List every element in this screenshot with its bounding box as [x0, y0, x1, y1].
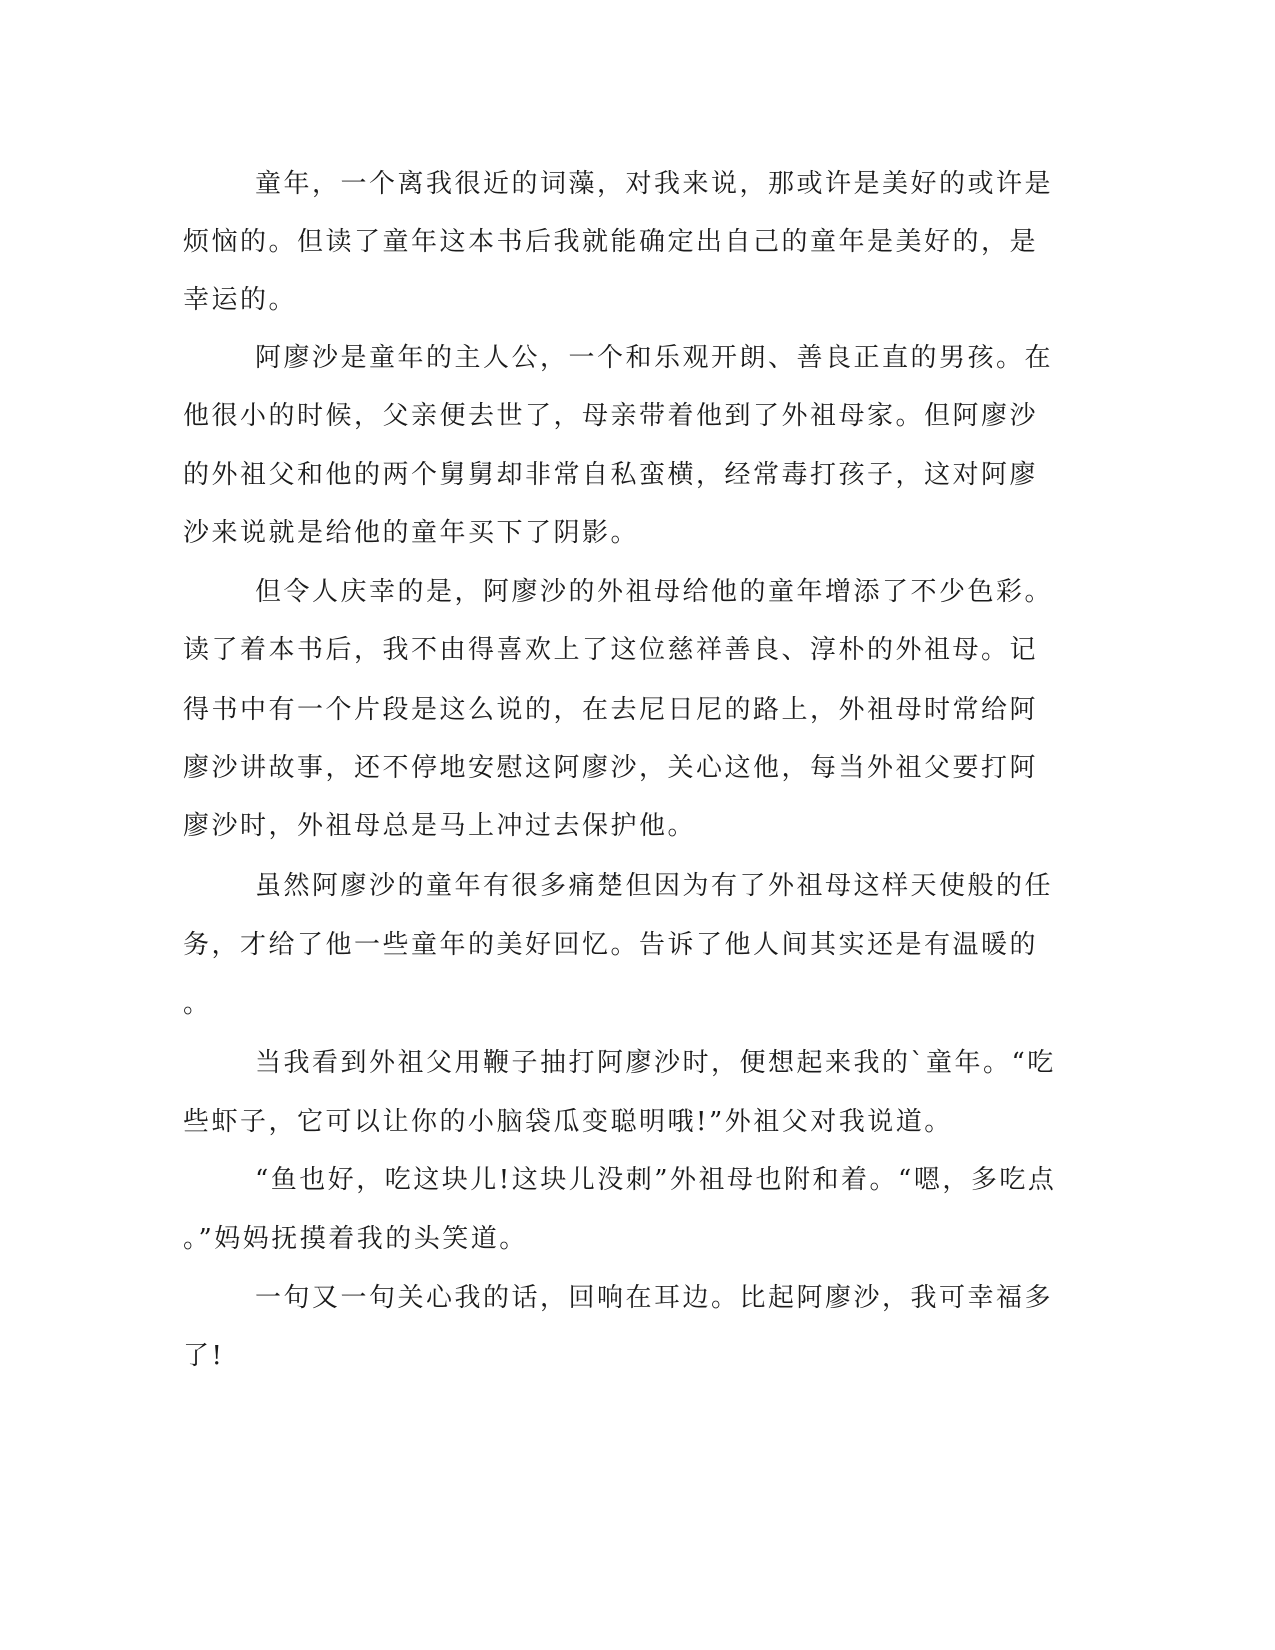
text-line: 幸运的。	[183, 285, 298, 315]
text-line: 童年，一个离我很近的词藻，对我来说，那或许是美好的或许是	[255, 169, 1054, 199]
text-line: 。	[183, 989, 212, 1019]
text-line: 的外祖父和他的两个舅舅却非常自私蛮横，经常毒打孩子，这对阿廖	[183, 460, 1039, 490]
text-line: 读了着本书后，我不由得喜欢上了这位慈祥善良、淳朴的外祖母。记	[183, 635, 1039, 665]
text-line: 些虾子，它可以让你的小脑袋瓜变聪明哦!”外祖父对我说道。	[183, 1107, 953, 1137]
text-line: 但令人庆幸的是，阿廖沙的外祖母给他的童年增添了不少色彩。	[255, 577, 1054, 607]
text-line: 廖沙时，外祖母总是马上冲过去保护他。	[183, 811, 697, 841]
text-line: 廖沙讲故事，还不停地安慰这阿廖沙，关心这他，每当外祖父要打阿	[183, 753, 1039, 783]
text-line: 了!	[183, 1341, 225, 1371]
text-line: 阿廖沙是童年的主人公，一个和乐观开朗、善良正直的男孩。在	[255, 343, 1054, 373]
text-line: “鱼也好，吃这块儿!这块儿没刺”外祖母也附和着。“嗯，多吃点	[255, 1165, 1057, 1195]
text-line: 。”妈妈抚摸着我的头笑道。	[183, 1224, 528, 1254]
text-line: 烦恼的。但读了童年这本书后我就能确定出自己的童年是美好的，是	[183, 227, 1039, 257]
text-line: 务，才给了他一些童年的美好回忆。告诉了他人间其实还是有温暖的	[183, 930, 1039, 960]
text-line: 他很小的时候，父亲便去世了，母亲带着他到了外祖母家。但阿廖沙	[183, 401, 1039, 431]
text-line: 沙来说就是给他的童年买下了阴影。	[183, 518, 640, 548]
text-line: 一句又一句关心我的话，回响在耳边。比起阿廖沙，我可幸福多	[255, 1283, 1054, 1313]
text-line: 虽然阿廖沙的童年有很多痛楚但因为有了外祖母这样天使般的任	[255, 871, 1054, 901]
text-line: 当我看到外祖父用鞭子抽打阿廖沙时，便想起来我的`童年。“吃	[255, 1048, 1056, 1078]
text-line: 得书中有一个片段是这么说的，在去尼日尼的路上，外祖母时常给阿	[183, 695, 1039, 725]
